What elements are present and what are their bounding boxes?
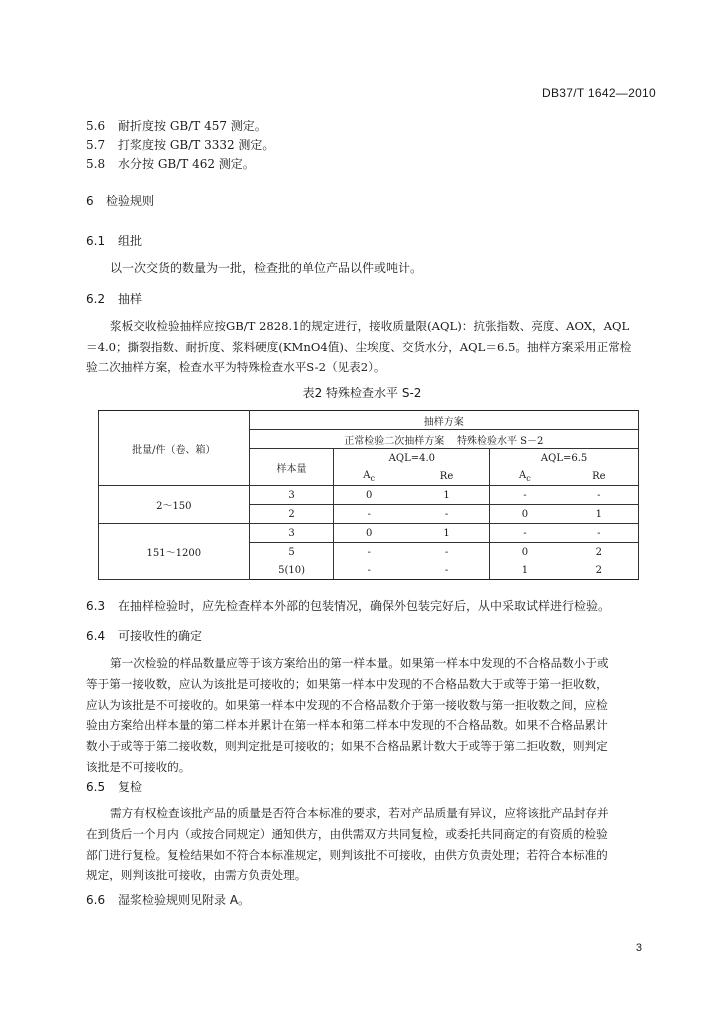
ac-header-2: $A_c$	[490, 467, 560, 486]
sample-size-cell: 2	[249, 505, 334, 524]
section-6-5-body: 需方有权检查该批产品的质量是否符合本标准的要求，若对产品质量有异议，应将该批产品封存并 在到货后一个月内（或按合同规定）通知供方，由供需双方共同复检，或委托共同商定的有资质的检验 部门进行复检。复检结果如不符合本标准规定，则判该批不可接收，由供方负责处理；若符合本标准的 规定，则判该批可接收，由需方负责处理。	[86, 806, 609, 883]
section-6-5-heading: 6.5 复检	[86, 780, 143, 794]
section-6-4-body: 第一次检验的样品数量应等于该方案给出的第一样本量。如果第一样本中发现的不合格品数小于或 等于第一接收数，应认为该批是可接收的；如果第一样本中发现的不合格品数大于或等于第一拒收数， 应认为该批是不可接收的。如果第一样本中发现的不合格品数介于第一接收数与第一拒收数之间，应检 验由方案给出样本量的第二样本并累计在第一样本和第二样本中发现的不合格品数。如果不合格品累计 数小于或等于第二接收数，则判定批是可接收的；如果不合格品累计数大于或等于第二拒收数，则判定 该批是不可接收的。	[86, 656, 609, 774]
section-6-2-heading: 6.2 抽样	[86, 292, 143, 306]
ac2-cell: 0	[490, 505, 560, 524]
ac2-cell: 1	[490, 561, 560, 580]
table-title: 表2 特殊检查水平 S-2	[302, 386, 422, 400]
sample-size-cell: 5	[249, 543, 334, 562]
item-5-7: 5.7 打浆度按 GB/T 3332 测定。	[86, 138, 275, 152]
section-6-1-body: 以一次交货的数量为一批，检查批的单位产品以件或吨计。	[110, 261, 423, 275]
ac2-cell: -	[490, 486, 560, 505]
re1-cell: -	[404, 561, 490, 580]
section-6-1-heading: 6.1 组批	[86, 234, 143, 248]
section-6-heading: 6 检验规则	[86, 194, 155, 208]
ac1-cell: -	[334, 505, 404, 524]
section-6-6: 6.6 湿浆检验规则见附录 A。	[86, 893, 251, 907]
re-header-2: Re	[560, 467, 639, 486]
item-5-6: 5.6 耐折度按 GB/T 457 测定。	[86, 119, 267, 133]
page-number: 3	[635, 942, 642, 954]
sample-size-cell: 3	[249, 486, 334, 505]
aql-4-header: AQL=4.0	[334, 449, 490, 468]
re1-cell: 1	[404, 486, 490, 505]
item-5-8: 5.8 水分按 GB/T 462 测定。	[86, 157, 255, 171]
standard-code: DB37/T 1642—2010	[542, 86, 656, 100]
ac1-cell: -	[334, 543, 404, 562]
ac-header-1: $A_c$	[334, 467, 404, 486]
section-6-2-body: 浆板交收检验抽样应按GB/T 2828.1的规定进行，接收质量限(AQL)：抗张指数、亮度、AOX，AQL ＝4.0；撕裂指数、耐折度、浆料硬度(KMnO4值)、尘埃度、交货水分，AQL＝6.5。抽样方案采用正常检 验二次抽样方案，检查水平为特殊检查水平S-2（见表2）。	[86, 319, 632, 374]
sample-size-cell: 3	[249, 524, 334, 543]
ac1-cell: -	[334, 561, 404, 580]
table-row	[99, 486, 639, 505]
re-header-1: Re	[404, 467, 490, 486]
sample-size-cell: 5(10)	[249, 561, 334, 580]
lot-cell: 2～150	[99, 486, 250, 524]
re2-cell: -	[560, 486, 639, 505]
re1-cell: -	[404, 543, 490, 562]
re1-cell: -	[404, 505, 490, 524]
re2-cell: 2	[560, 561, 639, 580]
re2-cell: -	[560, 524, 639, 543]
re2-cell: 2	[560, 543, 639, 562]
re1-cell: 1	[404, 524, 490, 543]
sampling-table	[98, 410, 639, 580]
aql-6-5-header: AQL=6.5	[490, 449, 639, 468]
ac2-cell: 0	[490, 543, 560, 562]
sample-size-header: 样本量	[249, 449, 334, 486]
section-6-3: 6.3 在抽样检验时，应先检查样本外部的包装情况，确保外包装完好后，从中采取试样进行检验。	[86, 599, 611, 613]
ac1-cell: 0	[334, 486, 404, 505]
items-5	[86, 117, 274, 174]
lot-cell: 151～1200	[99, 524, 250, 580]
ac1-cell: 0	[334, 524, 404, 543]
re2-cell: 1	[560, 505, 639, 524]
table-row	[99, 524, 639, 543]
plan-desc: 正常检验二次抽样方案 特殊检验水平 S－2	[249, 430, 638, 449]
ac2-cell: -	[490, 524, 560, 543]
sampling-plan-header: 抽样方案	[249, 411, 638, 430]
section-6-4-heading: 6.4 可接收性的确定	[86, 629, 203, 643]
col-lot-header: 批量/件（卷、箱）	[99, 411, 250, 486]
